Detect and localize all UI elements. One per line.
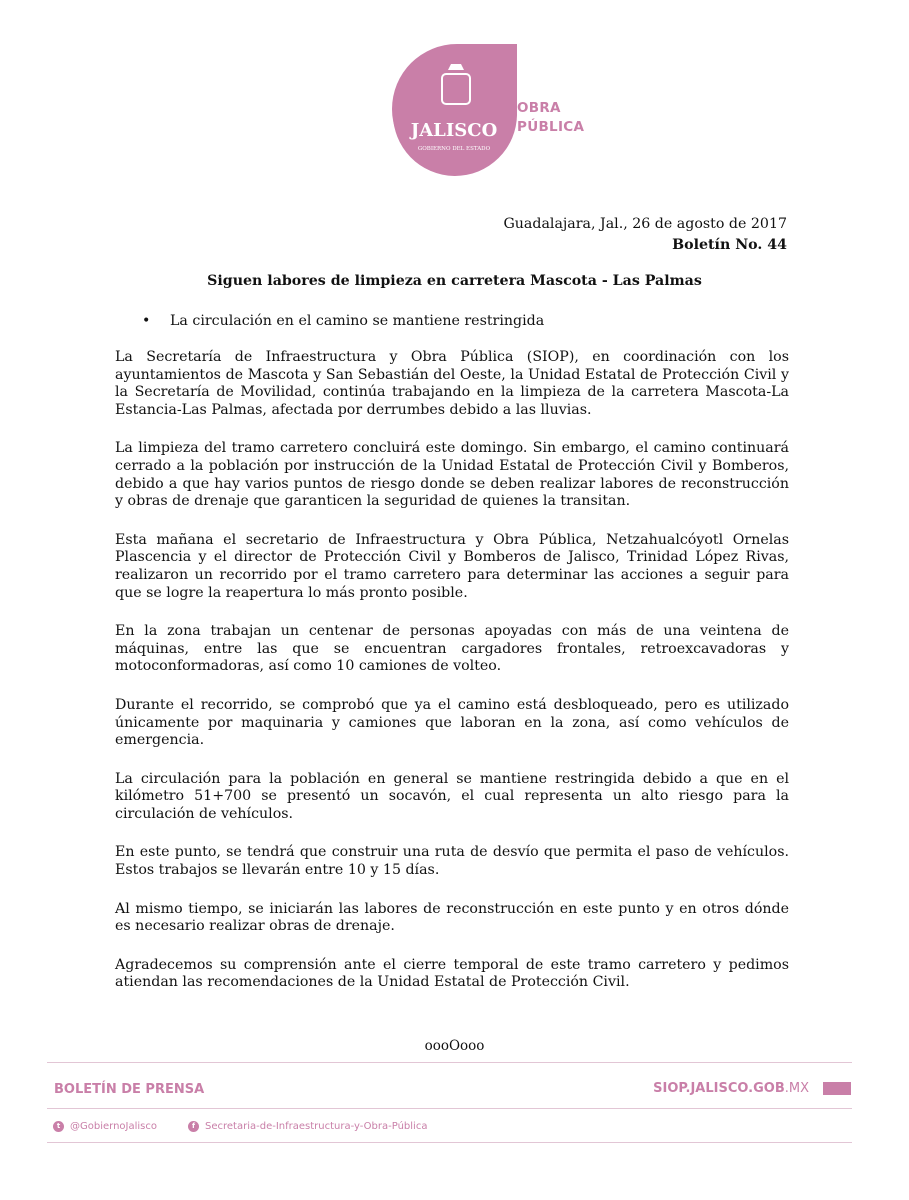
footer-divider (47, 1142, 852, 1143)
jalisco-logo (392, 44, 522, 179)
paragraph: Al mismo tiempo, se iniciarán las labores de reconstrucción en este punto y en otros dónde es necesario realizar obras de drenaje. (115, 900, 789, 935)
press-label: BOLETÍN DE PRENSA (54, 1082, 205, 1097)
unit-line-1: OBRA (517, 100, 561, 116)
bullet-text: La circulación en el camino se mantiene restringida (170, 313, 545, 329)
brand-swatch (823, 1082, 851, 1095)
website-tld: .MX (784, 1081, 809, 1096)
paragraph: La circulación para la población en general se mantiene restringida debido a que en el kilómetro 51+700 se presentó un socavón, el cual representa un alto riesgo para la circulación de vehículos. (115, 770, 789, 822)
document-title: Siguen labores de limpieza en carretera Mascota - Las Palmas (207, 273, 702, 289)
jalisco-logo-mark (392, 44, 522, 179)
bullet-point (142, 313, 544, 329)
paragraph: Esta mañana el secretario de Infraestructura y Obra Pública, Netzahualcóyotl Ornelas Plascencia y el director de Protección Civil y Bomberos de Jalisco, Trinidad López Rivas, realizaron un recorrido por el tramo carretero para determinar las acciones a seguir para que se logre la reapertura lo más pronto posible. (115, 531, 789, 601)
closing-mark: oooOooo (424, 1038, 485, 1054)
footer-divider (47, 1062, 852, 1063)
facebook-icon: f (188, 1121, 199, 1132)
dateline (503, 214, 787, 256)
body-content (115, 349, 789, 1013)
website-domain: SIOP.JALISCO.GOB (653, 1081, 785, 1096)
bulletin-number: Boletín No. 44 (672, 237, 787, 253)
unit-line-2: PÚBLICA (517, 119, 585, 135)
twitter-text: @GobiernoJalisco (70, 1121, 157, 1132)
paragraph: La limpieza del tramo carretero concluirá este domingo. Sin embargo, el camino continuará cerrado a la población por instrucción de la Unidad Estatal de Protección Civil y Bomberos, debido a que hay varios puntos de riesgo donde se deben realizar labores de reconstrucción y obras de drenaje que garanticen la seguridad de quienes la transitan. (115, 440, 789, 510)
footer-divider (47, 1108, 852, 1109)
website-link[interactable] (653, 1081, 809, 1096)
bullet-dot-icon: • (142, 313, 151, 329)
facebook-page[interactable] (188, 1121, 427, 1132)
logo-text: JALISCO (410, 120, 498, 141)
facebook-text: Secretaria-de-Infraestructura-y-Obra-Pública (205, 1121, 428, 1132)
paragraph: Durante el recorrido, se comprobó que ya el camino está desbloqueado, pero es utilizado únicamente por maquinaria y camiones que laboran en la zona, así como vehículos de emergencia. (115, 696, 789, 749)
place-date: Guadalajara, Jal., 26 de agosto de 2017 (503, 216, 787, 232)
paragraph: En este punto, se tendrá que construir una ruta de desvío que permita el paso de vehículos. Estos trabajos se llevarán entre 10 y 15 días. (115, 844, 789, 879)
unit-name (517, 99, 584, 137)
paragraph: La Secretaría de Infraestructura y Obra Pública (SIOP), en coordinación con los ayuntamientos de Mascota y San Sebastián del Oeste, la Unidad Estatal de Protección Civil y la Secretaría de Movilidad, continúa trabajando en la limpieza de la carretera Mascota-La Estancia-Las Palmas, afectada por derrumbes debido a las lluvias. (115, 349, 789, 418)
twitter-icon: t (53, 1121, 64, 1132)
paragraph: Agradecemos su comprensión ante el cierre temporal de este tramo carretero y pedimos atiendan las recomendaciones de la Unidad Estatal de Protección Civil. (115, 956, 789, 991)
twitter-handle[interactable] (53, 1121, 157, 1132)
logo-subtext: GOBIERNO DEL ESTADO (417, 146, 491, 152)
paragraph: En la zona trabajan un centenar de personas apoyadas con más de una veintena de máquinas, entre las que se encuentran cargadores frontales, retroexcavadoras y motoconformadoras, así como 10 camiones de volteo. (115, 623, 789, 675)
